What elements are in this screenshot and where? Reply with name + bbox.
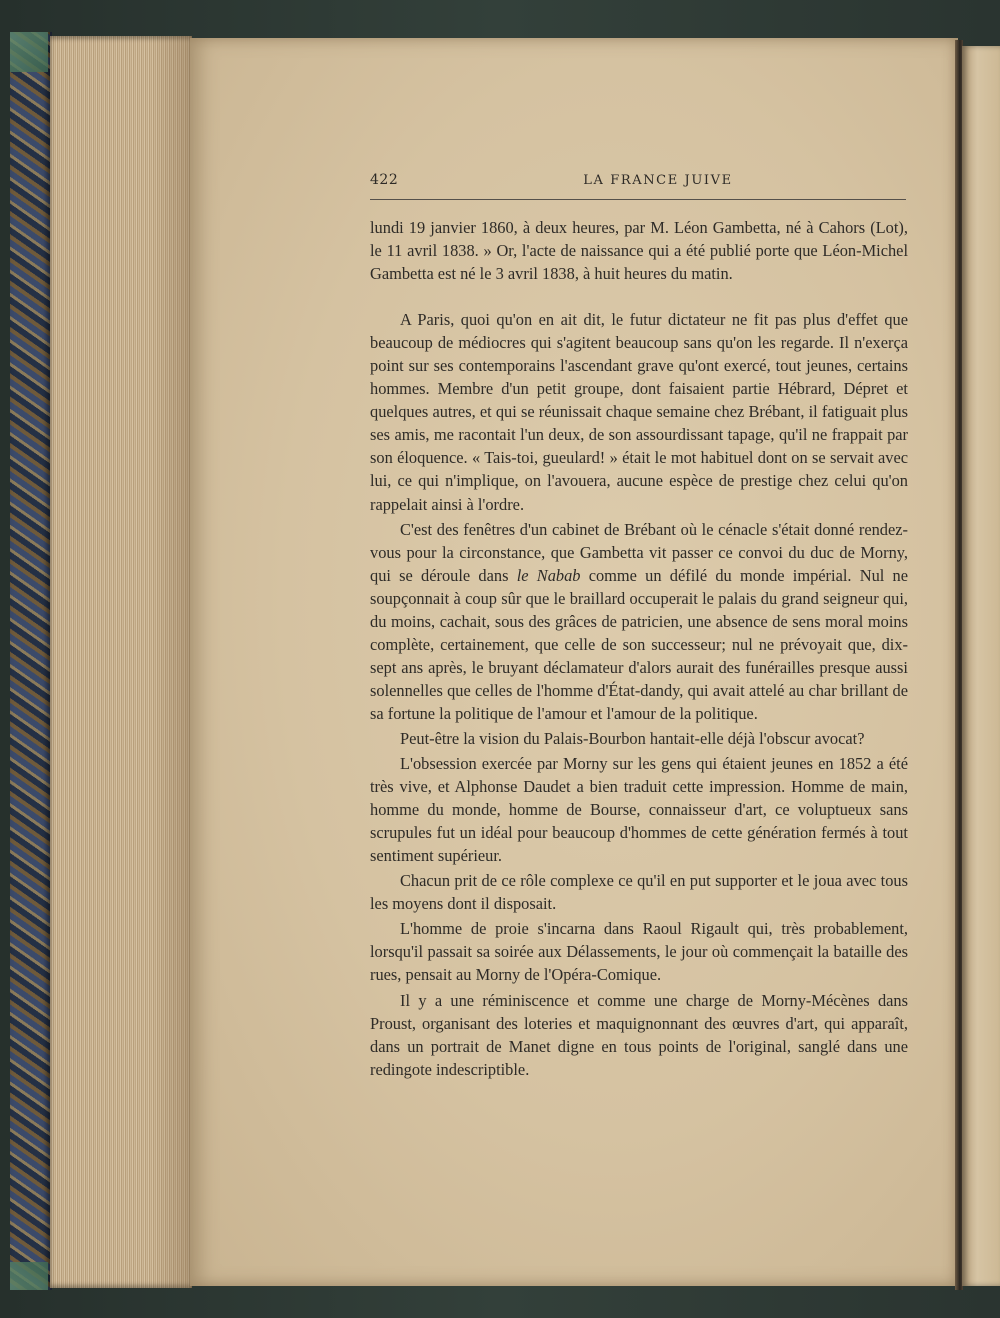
page-number: 422 <box>370 172 399 188</box>
page-edges-shade <box>150 36 192 1288</box>
cover-corner-bottom <box>10 1262 48 1290</box>
running-title: LA FRANCE JUIVE <box>583 173 733 188</box>
paragraph-3-text-b: comme un défilé du monde impérial. Nul ne soupçonnait à coup sûr que le braillard occuperait le palais du grand seigneur qui, du moins, cachait, sous des grâces de patricien, une absence de sens moral moins complète, certainement, que celle de son successeur; nul ne prévoyait que, dix-sept ans après, le bruyant déclamateur d'alors aurait des funérailles presque aussi solennelles que celles de l'homme d'État-dandy, qui avait attelé au char brillant de sa fortune la politique de l'amour et l'amour de la politique. <box>370 565 909 723</box>
paragraph-3 <box>370 518 908 725</box>
next-page-edge <box>962 46 1000 1286</box>
header-rule <box>370 199 906 200</box>
cover-corner-top <box>10 32 48 72</box>
paragraph-3-text-a: C'est des fenêtres d'un cabinet de Brébant où le cénacle s'était donné rendez-vous pour la circonstance, que Gambetta vit passer ce convoi du duc de Morny, qui se déroule dans <box>370 519 908 585</box>
paragraph-5: L'obsession exercée par Morny sur les gens qui étaient jeunes en 1852 a été très vive, et Alphonse Daudet a bien traduit cette impression. Homme de main, homme du monde, homme de Bourse, connaisseur d'art, ce voluptueux sans scrupules fut un idéal pour beaucoup d'hommes de cette génération fermés à tout sentiment supérieur. <box>370 754 908 866</box>
paragraph-7: L'homme de proie s'incarna dans Raoul Rigault qui, très probablement, lorsqu'il passait sa soirée aux Délassements, le jour où commençait la bataille des rues, pensait au Morny de l'Opéra-Comique. <box>370 919 908 985</box>
paragraph-1: lundi 19 janvier 1860, à deux heures, par M. Léon Gambetta, né à Cahors (Lot), le 11 avril 1838. » Or, l'acte de naissance qui a été publié porte que Léon-Michel Gambetta est né le 3 avril 1838, à huit heures du matin. <box>370 218 908 284</box>
marbled-book-cover <box>10 32 52 1290</box>
paragraph-4: Peut-être la vision du Palais-Bourbon hantait-elle déjà l'obscur avocat? <box>400 728 865 748</box>
running-head <box>370 170 906 192</box>
body-text <box>370 216 908 1081</box>
paragraph-6: Chacun prit de ce rôle complexe ce qu'il en put supporter et le joua avec tous les moyens dont il disposait. <box>370 871 908 914</box>
paragraph-8: Il y a une réminiscence et comme une charge de Morny-Mécènes dans Proust, organisant des loteries et maquignonnant des œuvres d'art, qui apparaît, dans un portrait de Manet digne en tous points de l'original, sanglé dans une redingote indescriptible. <box>370 990 908 1079</box>
paragraph-2: A Paris, quoi qu'on en ait dit, le futur dictateur ne fit pas plus d'effet que beaucoup de médiocres qui s'agitent beaucoup sans qu'on les regarde. Il n'exerça point sur ses contemporains l'ascendant grave qu'ont exercé, tout jeunes, certains hommes. Membre d'un petit groupe, dont faisaient partie Hébrard, Dépret et quelques autres, et qui se réunissait chaque semaine chez Brébant, il fatiguait plus ses amis, me racontait l'un deux, de son assourdissant tapage, qu'il ne frappait par son éloquence. « Tais-toi, gueulard! » était le mot habituel dont on se servait avec lui, ce qui n'implique, on l'avouera, aucune espèce de prestige chez celui qu'on rappelait ainsi à l'ordre. <box>370 310 908 514</box>
book-title-italic: le Nabab <box>516 565 581 585</box>
